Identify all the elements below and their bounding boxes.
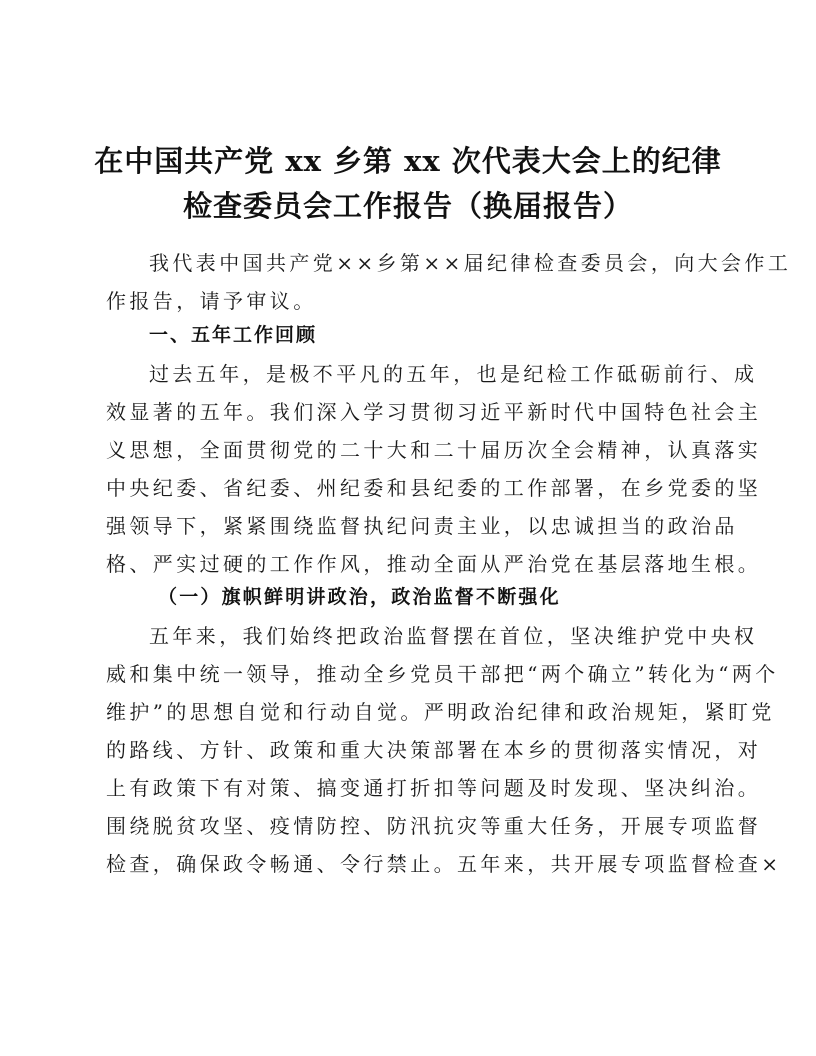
paragraph-line: 效显著的五年。我们深入学习贯彻习近平新时代中国特色社会主 bbox=[106, 400, 762, 424]
paragraph-line: 检查，确保政令畅通、令行禁止。五年来，共开展专项监督检查× bbox=[106, 852, 782, 876]
section-1-paragraph bbox=[106, 355, 762, 583]
paragraph-line: 格、严实过硬的工作作风，推动全面从严治党在基层落地生根。 bbox=[106, 552, 762, 576]
subsection-1-paragraph bbox=[106, 617, 782, 883]
paragraph-line: 五年来，我们始终把政治监督摆在首位，坚决维护党中央权 bbox=[149, 624, 758, 648]
paragraph-line: 威和集中统一领导，推动全乡党员干部把“两个确立”转化为“两个 bbox=[106, 662, 779, 686]
paragraph-line: 义思想，全面贯彻党的二十大和二十届历次全会精神，认真落实 bbox=[106, 438, 762, 462]
section-heading-work-review: 一、五年工作回顾 bbox=[149, 324, 318, 346]
paragraph-line: 上有政策下有对策、搞变通打折扣等问题及时发现、坚决纠治。 bbox=[106, 776, 762, 800]
paragraph-line: 过去五年，是极不平凡的五年，也是纪检工作砥砺前行、成 bbox=[149, 362, 758, 386]
paragraph-line: 中央纪委、省纪委、州纪委和县纪委的工作部署，在乡党委的坚 bbox=[106, 476, 762, 500]
paragraph-line: 我代表中国共产党××乡第××届纪律检查委员会，向大会作工 bbox=[149, 251, 792, 275]
document-title-line-1: 在中国共产党 xx 乡第 xx 次代表大会上的纪律 bbox=[94, 144, 722, 178]
paragraph-line: 作报告，请予审议。 bbox=[106, 289, 317, 313]
paragraph-line: 强领导下，紧紧围绕监督执纪问责主业，以忠诚担当的政治品 bbox=[106, 514, 738, 538]
subsection-heading-political-supervision: （一）旗帜鲜明讲政治，政治监督不断强化 bbox=[158, 586, 561, 608]
paragraph-line: 维护”的思想自觉和行动自觉。严明政治纪律和政治规矩，紧盯党 bbox=[106, 700, 775, 724]
paragraph-line: 围绕脱贫攻坚、疫情防控、防汛抗灾等重大任务，开展专项监督 bbox=[106, 814, 762, 838]
paragraph-line: 的路线、方针、政策和重大决策部署在本乡的贯彻落实情况，对 bbox=[106, 738, 762, 762]
document-title-line-2: 检查委员会工作报告（换届报告） bbox=[182, 189, 633, 223]
intro-paragraph bbox=[106, 244, 792, 320]
